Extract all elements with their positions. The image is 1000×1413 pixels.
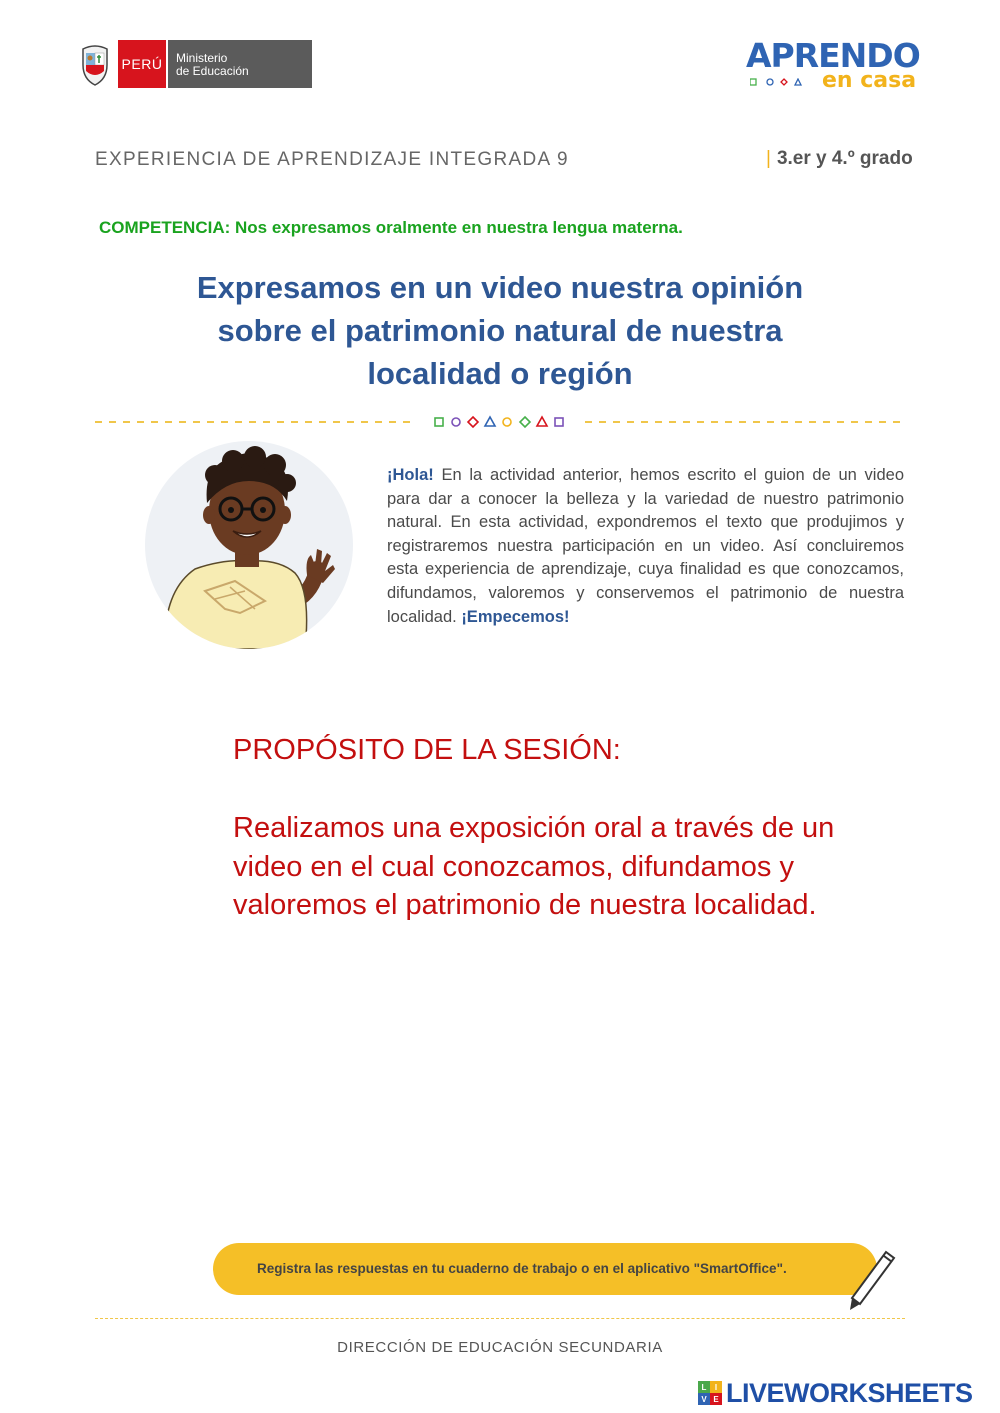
- brand-subtitle: en casa: [822, 68, 917, 93]
- pencil-icon: [846, 1248, 898, 1312]
- title-line-1: Expresamos en un video nuestra opinión: [196, 270, 804, 305]
- lw-letter-i: I: [710, 1381, 722, 1393]
- brand-shapes-icon: [750, 78, 820, 88]
- ministry-label: [166, 40, 312, 88]
- aprendo-en-casa-logo: [746, 36, 936, 98]
- instruction-text: Registra las respuestas en tu cuaderno de trabajo o en el aplicativo "SmartOffice".: [257, 1261, 787, 1276]
- brand-title: APRENDO: [746, 36, 920, 75]
- grade-separator: |: [766, 148, 771, 169]
- lw-letter-v: V: [698, 1393, 710, 1405]
- lw-letter-l: L: [698, 1381, 710, 1393]
- lw-letter-e: E: [710, 1393, 722, 1405]
- decorative-divider: [95, 414, 905, 430]
- title-line-3: localidad o región: [367, 356, 633, 391]
- coat-of-arms-icon: [76, 40, 114, 90]
- student-avatar: [145, 441, 353, 649]
- footer-divider: [95, 1318, 905, 1319]
- intro-paragraph: [387, 464, 904, 629]
- ministry-line-1: Ministerio: [176, 51, 228, 65]
- liveworksheets-watermark: [698, 1376, 973, 1410]
- grade-label: [766, 148, 913, 170]
- ministry-line-2: de Educación: [176, 64, 249, 78]
- minedu-logo: [76, 40, 312, 90]
- peru-label: PERÚ: [118, 40, 166, 88]
- intro-greeting: ¡Hola!: [387, 466, 434, 484]
- purpose-text: Realizamos una exposición oral a través de un video en el cual conozcamos, difundamos y valoremos el patrimonio de nuestra localidad.: [233, 812, 835, 922]
- liveworksheets-icon: [698, 1381, 722, 1405]
- intro-closing: ¡Empecemos!: [461, 607, 570, 626]
- intro-body: En la actividad anterior, hemos escrito el guion de un video para dar a conocer la belleza y la variedad de nuestro patrimonio natural. En esta actividad, expondremos el texto que produjimos y registraremos nuestra participación en un video. Así concluiremos esta experiencia de aprendizaje, cuya finalidad es que conozcamos, difundamos, valoremos y conservemos el patrimonio de nuestra localidad.: [387, 466, 904, 626]
- liveworksheets-text: LIVEWORKSHEETS: [726, 1377, 973, 1408]
- competencia-label: COMPETENCIA: Nos expresamos oralmente en nuestra lengua materna.: [99, 218, 683, 237]
- experience-title: EXPERIENCIA DE APRENDIZAJE INTEGRADA 9: [95, 149, 569, 170]
- title-line-2: sobre el patrimonio natural de nuestra: [217, 313, 783, 348]
- grade-text: 3.er y 4.º grado: [776, 148, 913, 169]
- page-title: [100, 266, 900, 395]
- purpose-heading: PROPÓSITO DE LA SESIÓN:: [233, 734, 621, 766]
- footer-text: DIRECCIÓN DE EDUCACIÓN SECUNDARIA: [337, 1339, 663, 1356]
